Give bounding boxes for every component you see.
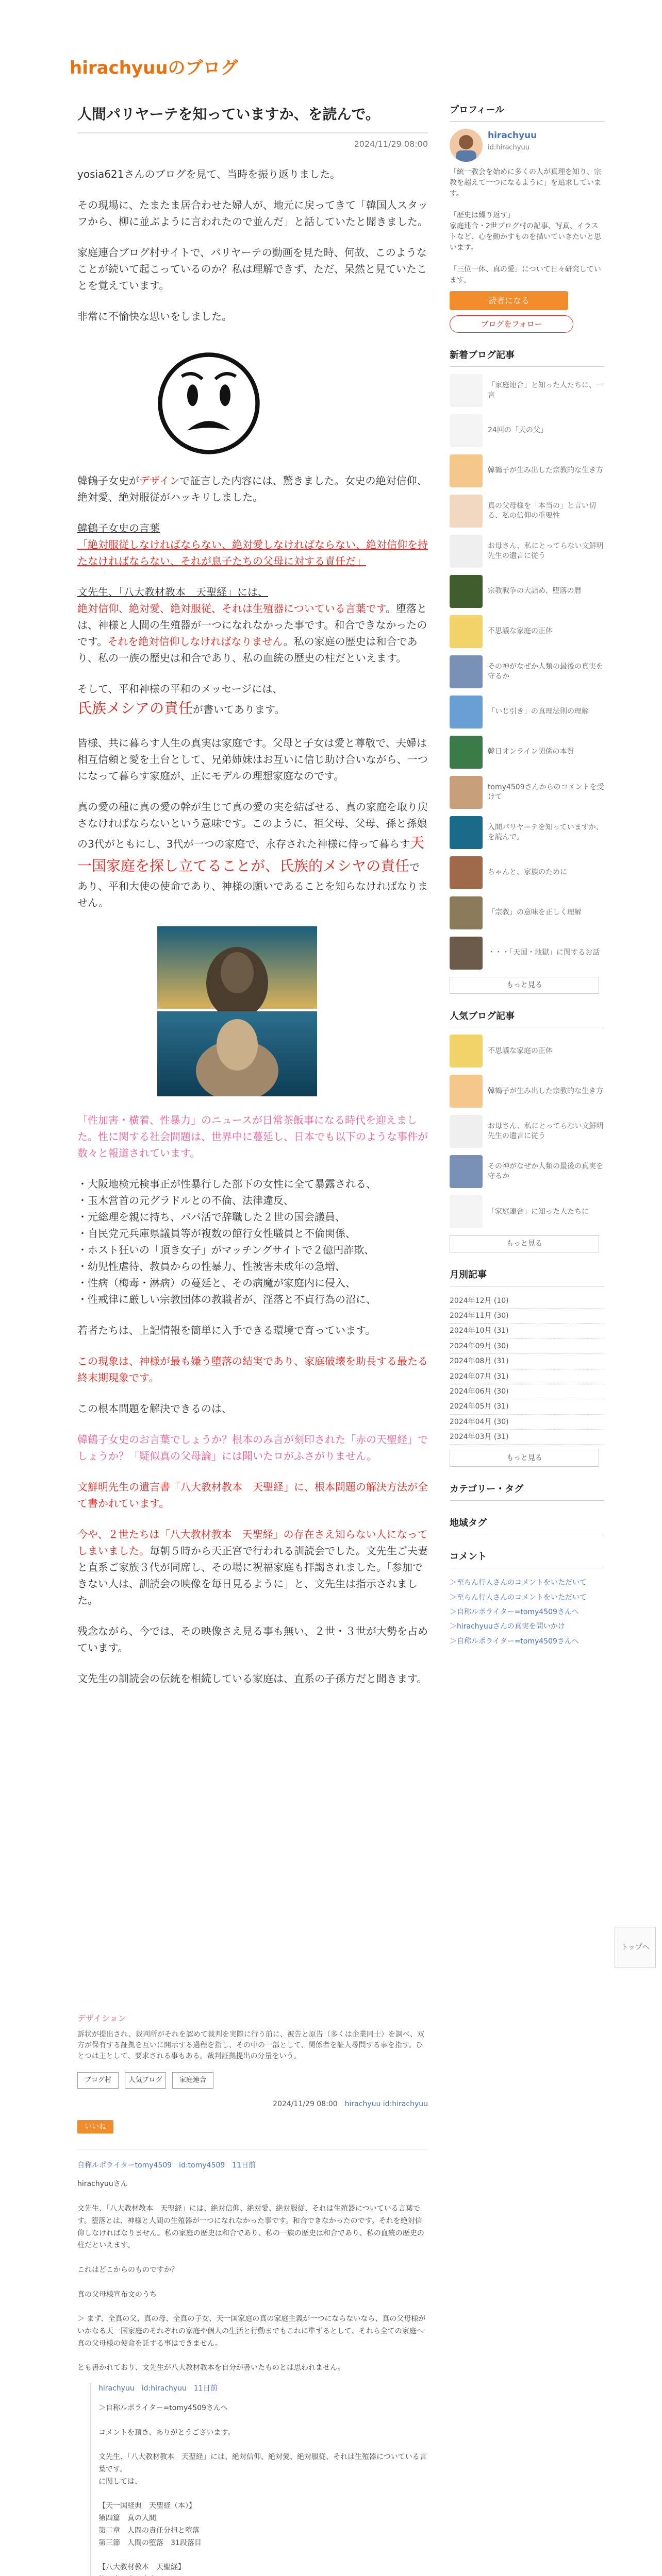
profile-heading: プロフィール xyxy=(450,103,604,122)
paragraph: 皆様、共に暮らす人生の真実は家庭です。父母と子女は愛と尊敬で、夫婦は相互信頼と愛を土台として、兄弟姉妹はお互いに信じ助け合いながら、一つになって暮らす家庭が、正にモデルの理想家庭なのです。 xyxy=(77,737,428,783)
news-list xyxy=(77,1176,428,1308)
list-item: ・ホスト狂いの「頂き女子」がマッチングサイトで２億円詐欺、 xyxy=(77,1243,375,1256)
worried-face-icon xyxy=(155,349,263,457)
entry-footer-meta: 2024/11/29 08:00 hirachyuu id:hirachyuu xyxy=(273,2099,428,2108)
share-button[interactable]: ブログ村 xyxy=(77,2072,119,2089)
comment-section xyxy=(77,2149,428,2576)
list-item[interactable]: 2024年04月 (30) xyxy=(450,1415,604,1430)
paragraph: 残念ながら、今では、その映像さえ見る事も無い、２世・３世が大勢を占めています。 xyxy=(77,1624,428,1654)
site-header xyxy=(0,0,662,46)
comment-meta[interactable]: 自称ルポライターtomy4509 id:tomy4509 11日前 xyxy=(77,2161,256,2170)
paragraph: 韓鶴子女史のお言葉でしょうか？根本のみ言が刻印された「赤の天聖経」でしょうか？「疑似真の父母論」には聞いたロがふさがりません。 xyxy=(77,1433,428,1462)
entry-footer xyxy=(77,2012,428,2576)
list-item[interactable]: その神がなぜか人類の最後の真実を守るか xyxy=(450,1155,604,1188)
paragraph: 韓鶴子女史がデザインで証言した内容には、驚きました。女史の絶対信仰、絶対愛、絶対服従がハッキリしました。 xyxy=(77,474,427,504)
list-item[interactable]: 「家庭連合」と知った人たちに、一言 xyxy=(450,374,604,407)
paragraph: 真の愛の種に真の愛の幹が生じて真の愛の実を結ばせる、真の家庭を取り戻さなければならないという意味です。このように、祖父母、父母、孫と孫娘の3代がともにし、3代が一つの家庭で、永存された神様に侍って暮らす天一国家庭を探し立てることが、氏族的メシヤの責任であり、平和大使の使命であり、神様の願いであることを知らなければなりません。 xyxy=(77,801,428,909)
monthly-list xyxy=(450,1294,604,1445)
comments-list xyxy=(450,1575,604,1649)
list-item[interactable]: 入間パリヤーテを知っていますか、を読んで。 xyxy=(450,816,604,849)
follow-button[interactable]: ブログをフォロー xyxy=(450,315,573,333)
new-posts-heading: 新着ブログ記事 xyxy=(450,348,604,367)
paragraph: この根本問題を解決できるのは、 xyxy=(77,1402,232,1415)
popular-posts-heading: 人気ブログ記事 xyxy=(450,1009,604,1028)
statue-image xyxy=(157,926,317,1096)
list-item: ・性病（梅毒・淋病）の蔓延と、その病魔が家庭内に侵入、 xyxy=(77,1276,356,1289)
list-item[interactable]: 24回の「天の父」 xyxy=(450,414,604,447)
scroll-top-button[interactable]: トップへ xyxy=(615,1927,656,1968)
more-button[interactable]: もっと見る xyxy=(450,1235,599,1252)
profile-card xyxy=(450,129,604,162)
paragraph: この現象は、神様が最も嫌う堕落の結実であり、家庭破壊を助長する最たる終末期現象です。 xyxy=(77,1354,428,1384)
like-button[interactable]: いいね xyxy=(77,2120,113,2133)
list-item[interactable]: 2024年11月 (30) xyxy=(450,1309,604,1324)
list-item[interactable]: その神がなぜか人類の最後の真実を守るか xyxy=(450,655,604,688)
share-row xyxy=(77,2072,428,2089)
list-item[interactable]: 「家庭連合」に知った人たちに xyxy=(450,1195,604,1228)
list-item[interactable]: 2024年05月 (31) xyxy=(450,1399,604,1414)
region-heading: 地域タグ xyxy=(450,1516,604,1535)
list-item[interactable]: ちゃんと、家族のために xyxy=(450,856,604,889)
category-heading: カテゴリー・タグ xyxy=(450,1482,604,1501)
reply-block: hirachyuu id:hirachyuu 11日前 ＞自称ルポライター=tomy4509さんへ コメントを頂き、ありがとうございます。 文先生、「八大教材教本 天聖経」には、絶対信仰、絶対愛、絶対服従、それは生殖器についている言葉です。 に関しては、 【天一国経典 天聖経（本）】 第四篇 真の人間 第二章 人間の責任分担と堕落 第三節 人間の堕落 31段落目 【八大教材教本 天聖経】 xyxy=(90,2383,428,2576)
list-item: ・玉木営首の元グラドルとの不倫、法律違反、 xyxy=(77,1194,294,1207)
list-item[interactable]: 宗教戦争の大詰め、堕落の暦 xyxy=(450,575,604,608)
monthly-heading: 月別記事 xyxy=(450,1268,604,1286)
list-item[interactable]: 2024年03月 (31) xyxy=(450,1430,604,1445)
list-item[interactable]: ＞自称ルポライター=tomy4509さんへ xyxy=(450,1608,579,1617)
paragraph: 今や、２世たちは「八大教材教本 天聖経」の存在さえ知らない人になってしまいました。毎朝５時から天正宮で行われる訓読会でした。文先生ご夫妻と直系ご家族３代が同席し、その場に祝福家庭も拝謁されました。「参加できない人は、訓読会の映像を毎日見るように」と、文先生は指示されました。 xyxy=(77,1528,428,1606)
list-item[interactable]: お母さん、私にとってらない文鮮明先生の遺言に従う xyxy=(450,535,604,568)
hashtag-desc: 訴状が提出され、裁判所がそれを認めて裁判を実際に行う前に、被告と原告（多くは企業同士）を調べ、双方が保有する証拠を互いに開示する過程を指し、その中の一部として、関係者を証人尋問する事を指す。ひとつは主として、要求される事もある。裁判証拠提出の分量をいう。 xyxy=(77,2030,424,2060)
hashtag[interactable]: デザイション xyxy=(77,2013,126,2023)
list-item[interactable]: 2024年08月 (31) xyxy=(450,1354,604,1369)
more-button[interactable]: もっと見る xyxy=(450,1450,599,1466)
paragraph: そして、平和神様の平和のメッセージには、 氏族メシアの責任が書いてあります。 xyxy=(77,683,285,717)
paragraph: 「性加害・横着、性暴力」のニュースが日常茶飯事になる時代を迎えました。性に関する社会問題は、世界中に蔓延し、日本でも以下のような事件が数々と報道されています。 xyxy=(77,1113,428,1159)
more-button[interactable]: もっと見る xyxy=(450,977,599,993)
list-item[interactable]: 不思議な家庭の正体 xyxy=(450,1035,604,1067)
paragraph: 文先生の訓読会の伝統を相続している家庭は、直系の子孫方だと聞きます。 xyxy=(77,1672,427,1685)
list-item[interactable]: お母さん、私にとってらない文鮮明先生の遺言に従う xyxy=(450,1115,604,1148)
list-item[interactable]: ＞自称ルポライター=tomy4509さんへ xyxy=(450,1637,579,1646)
list-item[interactable]: 韓日オンライン関係の本質 xyxy=(450,736,604,769)
profile-id: id:hirachyuu xyxy=(488,143,529,151)
list-item: ・幼児性虐待、教員からの性暴力、性被害未成年の急増、 xyxy=(77,1260,345,1273)
list-item[interactable]: 「宗教」の意味を正しく理解 xyxy=(450,896,604,929)
paragraph: 家庭連合ブログ村サイトで、パリヤーテの動画を見た時、何故、このようなことが続いて起こっているのか？私は理解できず、ただ、呆然と見ていたことを覚えています。 xyxy=(77,246,427,292)
comments-heading: コメント xyxy=(450,1550,604,1568)
list-item[interactable]: 「いじ引き」の真理法則の理解 xyxy=(450,696,604,728)
list-item: ・元総理を親に持ち、パパ活で辞職した２世の国会議員、 xyxy=(77,1210,345,1223)
list-item: ・大阪地検元検事正が性暴行した部下の女性に全て暴露される、 xyxy=(77,1177,376,1190)
entry-date: 2024/11/29 08:00 xyxy=(354,139,428,149)
entry-title[interactable]: 人間パリヤーテを知っていますか、を読んで。 xyxy=(77,103,428,133)
list-item[interactable]: ＞至らん行人さんのコメントをいただいて xyxy=(450,1579,587,1587)
profile-desc: 「統一教会を始めに多くの人が真理を知り、宗教を超えて一つになるように」を追求しています。 「歴史は繰り返す」 家庭連合・2世ブログ村の記事、写真、イラストなど、心を動かすものを描いていきたいと思います。 「三位一体、真の愛」について日々研究しています。 xyxy=(450,167,601,284)
paragraph: 韓鶴子女史の言葉 「絶対服従しなければならない、絶対愛しなければならない、絶対信仰を持たなければならない、それが息子たちの父母に対する責任だ」 xyxy=(77,522,428,568)
paragraph: yosia621さんのブログを見て、当時を振り返りました。 xyxy=(77,168,341,181)
list-item[interactable]: ・・・「天国・地獄」に関するお話 xyxy=(450,937,604,970)
list-item[interactable]: tomy4509さんからのコメントを受けて xyxy=(450,776,604,809)
list-item[interactable]: ＞至らん行人さんのコメントをいただいて xyxy=(450,1593,587,1602)
list-item[interactable]: 2024年09月 (30) xyxy=(450,1339,604,1354)
share-button[interactable]: 人気ブログ xyxy=(125,2072,166,2089)
list-item[interactable]: 韓鶴子が生み出した宗教的な生き方 xyxy=(450,1075,604,1108)
paragraph: 若者たちは、上記情報を簡単に入手できる環境で育っています。 xyxy=(77,1324,376,1336)
list-item[interactable]: 2024年07月 (31) xyxy=(450,1369,604,1384)
popular-posts-list xyxy=(450,1035,604,1228)
paragraph: 文鮮明先生の遺言書「八大教材教本 天聖経」に、根本問題の解決方法が全て書かれています。 xyxy=(77,1480,428,1510)
list-item[interactable]: ＞hirachyuuさんの真実を問いかけ xyxy=(450,1622,565,1631)
list-item: ・自民党元兵庫県議員等が複数の館行女性職員と不倫関係、 xyxy=(77,1227,356,1240)
paragraph: 非常に不愉快な思いをしました。 xyxy=(77,310,232,323)
main-article xyxy=(77,103,428,1701)
share-button[interactable]: 家庭連合 xyxy=(172,2072,213,2089)
list-item[interactable]: 不思議な家庭の正体 xyxy=(450,615,604,648)
list-item[interactable]: 韓鶴子が生み出した宗教的な生き方 xyxy=(450,454,604,487)
profile-name[interactable]: hirachyuu xyxy=(488,130,537,141)
paragraph: 文先生、「八大教材教本 天聖経」には、 絶対信仰、絶対愛、絶対服従、それは生殖器についている言葉です。堕落とは、神様と人間の生殖器が一つになれなかった事です。和合できなかったのです。それを絶対信仰しなければなりません。私の家庭の歴史は和合であり、私の一族の歴史は和合であり、私の血統の歴史の柱だといえます。 xyxy=(77,586,427,665)
subscribe-button[interactable]: 読者になる xyxy=(450,291,568,311)
sidebar xyxy=(450,103,604,1649)
paragraph: その現場に、たまたま居合わせた婦人が、地元に戻ってきて「韓国人スタッフから、柳に並ぶように言われたので並んだ」と話していたと聞きました。 xyxy=(77,199,428,228)
blog-title[interactable]: hirachyuuのブログ xyxy=(70,58,238,78)
list-item[interactable]: 2024年06月 (30) xyxy=(450,1384,604,1399)
list-item: ・性戒律に厳しい宗教団体の教職者が、淫落と不貞行為の沼に、 xyxy=(77,1293,376,1306)
list-item[interactable]: 真の父母様を「本当の」と言い切る、私の信仰の重要性 xyxy=(450,495,604,528)
list-item[interactable]: 2024年12月 (10) xyxy=(450,1294,604,1309)
new-posts-list xyxy=(450,374,604,970)
list-item[interactable]: 2024年10月 (31) xyxy=(450,1324,604,1338)
avatar[interactable] xyxy=(450,129,483,162)
comment-body: hirachyuuさん 文先生、「八大教材教本 天聖経」には、絶対信仰、絶対愛、絶対服従、それは生殖器についている言葉です。堕落とは、神様と人間の生殖器が一つになれなかった事です。和合できなかったのです。それを絶対信仰しなければなりません。私の家庭の歴史は和合であり、私の一族の歴史は和合であり、私の血統の歴史の柱だといえます。 これはどこからのものですか？ 真の父母様宣布文のうち ＞ まず、全真の父、真の母、全真の子女、天一国家庭の真の家庭主義が一つにならないなら、真の父母様がいかなる天一国家庭のそれぞれの家庭や個人の生活と行動までもこれに準ずるとして、それら全ての家庭へ真の父母様の使命を託する事はできません。 とも書かれており、文先生が八大教材教本を自分が書いたものとは思われません。 xyxy=(77,2180,426,2372)
like-row xyxy=(77,2117,428,2133)
